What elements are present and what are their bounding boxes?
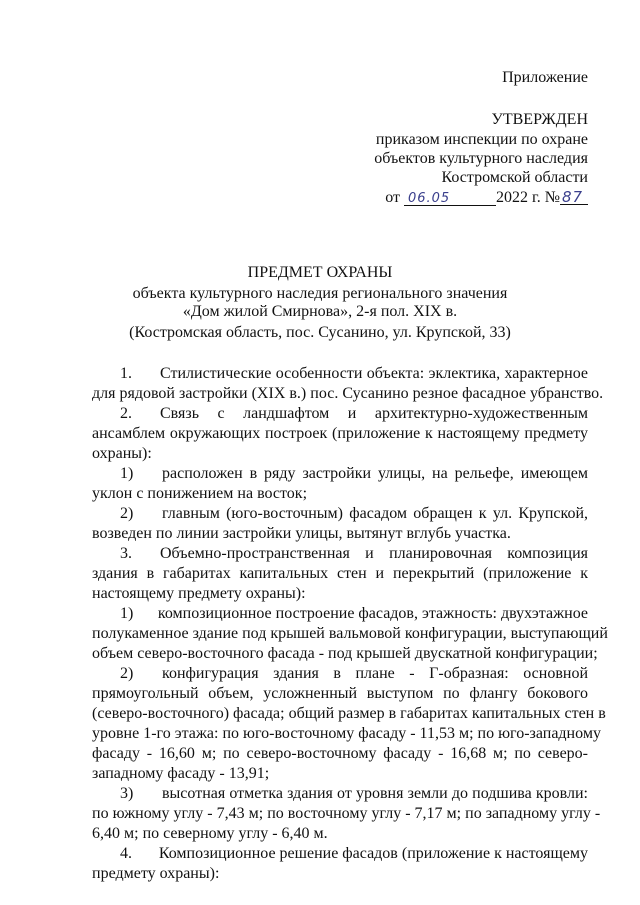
date-field (404, 188, 496, 206)
item-text: расположен в ряду застройки улицы, на рельефе, имеющем (162, 465, 588, 482)
item-text: Объемно-пространственная и планировочная композиция (160, 545, 588, 562)
handwritten-date: 06.05 (407, 191, 451, 206)
document-body (92, 364, 608, 884)
item-number: 3. (120, 545, 132, 562)
item-text: здания в габаритах капитальных стен и перекрытий (приложение к (92, 565, 588, 582)
handwritten-number: 87 (562, 188, 584, 206)
item-text: конфигурация здания в плане - Г-образная: основной (162, 665, 588, 682)
year-number-label: 2022 г. № (495, 189, 560, 206)
item-text: Стилистические особенности объекта: эклектика, характерное (160, 365, 588, 382)
list-item-2 (92, 404, 588, 464)
item-number: 2) (120, 665, 134, 682)
item-number: 1. (120, 365, 132, 382)
item-number: 2) (120, 505, 134, 522)
document-heading: ПРЕДМЕТ ОХРАНЫ (247, 264, 393, 281)
item-text: (северо-восточного) фасада; общий размер в габаритах капитальных стен в (92, 705, 606, 722)
item-text: возведен по линии застройки улицы, вытянут вглубь участка. (92, 525, 511, 542)
list-item-1 (92, 364, 604, 404)
order-line-2: объектов культурного наследия (374, 150, 588, 167)
sub-item-3-1 (92, 604, 608, 664)
item-text: уклон с понижением на восток; (92, 485, 308, 502)
item-text: западному фасаду - 13,91; (92, 765, 270, 782)
item-text: 6,40 м; по северному углу - 6,40 м. (92, 825, 328, 842)
item-number: 1) (120, 465, 134, 482)
title-line-2: «Дом жилой Смирнова», 2-я пол. XIX в. (182, 303, 458, 320)
item-text: главным (юго-восточным) фасадом обращен к ул. Крупской, (162, 505, 588, 522)
title-line-1: объекта культурного наследия регионального значения (132, 285, 508, 302)
item-text: прямоугольный объем, усложненный выступом по флангу бокового (92, 685, 588, 702)
item-number: 2. (120, 405, 132, 422)
sub-item-3-3 (92, 784, 601, 844)
item-text: Связь с ландшафтом и архитектурно-художественным (160, 405, 588, 422)
sub-item-3-2 (92, 664, 606, 784)
item-text: Композиционное решение фасадов (приложение к настоящему (158, 845, 588, 862)
item-text: высотная отметка здания от уровня земли до подшива кровли: (162, 785, 588, 802)
item-text: по южному углу - 7,43 м; по восточному углу - 7,17 м; по западному углу - (92, 805, 601, 822)
number-field (560, 187, 588, 205)
item-text: уровне 1-го этажа: по юго-восточному фасаду - 11,53 м; по юго-западному (92, 725, 601, 742)
list-item-3 (92, 544, 588, 604)
item-number: 4. (120, 845, 132, 862)
order-line-1: приказом инспекции по охране (375, 131, 588, 148)
date-prefix: от (385, 189, 400, 206)
item-text: композиционное построение фасадов, этажность: двухэтажное (157, 605, 588, 622)
appendix-label: Приложение (502, 69, 588, 86)
sub-item-2-2 (92, 504, 588, 544)
item-text: ансамблем окружающих построек (приложение к настоящему предмету (92, 425, 588, 442)
item-text: полукаменное здание под крышей вальмовой конфигурации, выступающий (92, 625, 608, 642)
item-text: фасаду - 16,60 м; по северо-восточному фасаду - 16,68 м; по северо- (92, 745, 588, 762)
order-line-3: Костромской области (441, 169, 588, 186)
item-text: объем северо-восточного фасада - под крышей двускатной конфигурации; (92, 645, 598, 662)
approved-label: УТВЕРЖДЕН (491, 111, 588, 128)
item-number: 3) (120, 785, 134, 802)
item-text: предмету охраны): (92, 865, 220, 882)
list-item-4 (92, 844, 588, 884)
item-text: для рядовой застройки (XIX в.) пос. Сусанино резное фасадное убранство. (92, 385, 604, 402)
order-date-line (385, 187, 588, 208)
item-number: 1) (120, 605, 134, 622)
title-line-3: (Костромская область, пос. Сусанино, ул. Крупской, 33) (129, 324, 511, 341)
item-text: охраны): (92, 445, 152, 462)
sub-item-2-1 (92, 464, 588, 504)
item-text: настоящему предмету охраны): (92, 585, 306, 602)
